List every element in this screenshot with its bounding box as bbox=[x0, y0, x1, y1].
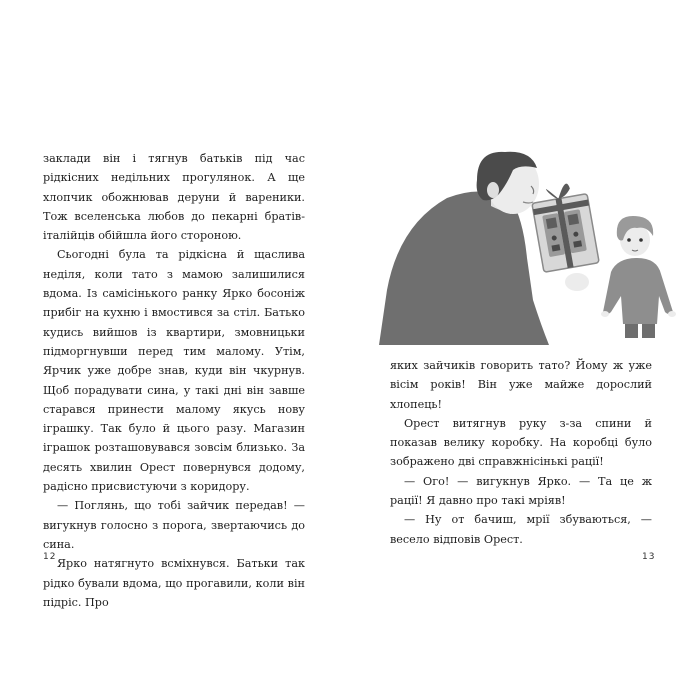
right-page bbox=[350, 0, 700, 700]
page-number: 12 bbox=[43, 552, 57, 562]
paragraph: Орест витягнув руку з-за спини й показав велику коробку. На коробці було зображено дві справжнісінькі рації! bbox=[390, 416, 652, 469]
left-page-text bbox=[43, 149, 305, 612]
paragraph: Сьогодні була та рідкісна й щаслива неділя, коли тато з мамою залишилися вдома. Із самісінького ранку Ярко босоніж прибіг на кухню і вмостився за стіл. Батько кудись вийшов із квартири, змовницьки підморгнувши перед тим малому. Утім, Ярчик уже добре знав, куди він чкурнув. Щоб порадувати сина, у такі дні він завше старався принести малому якусь нову іграшку. Так було й цього разу. Магазин іграшок розташовувався зовсім близько. За десять хвилин Орест повернувся додому, радісно присвистуючи з коридору. bbox=[43, 248, 305, 494]
father-shirt bbox=[379, 191, 549, 345]
paragraph: яких зайчиків говорить тато? Йому ж уже вісім років! Він уже майже дорослий хлопець! bbox=[390, 359, 652, 411]
paragraph: — Ну от бачиш, мрії збуваються, — весело відповів Орест. bbox=[390, 513, 652, 546]
paragraph: — Ого! — вигукнув Ярко. — Та це ж рації! Я давно про такі мріяв! bbox=[390, 474, 652, 508]
walkie-talkie-box bbox=[530, 180, 600, 272]
paragraph: Ярко натягнуто всміхнувся. Батьки так рідко бували вдома, що прогавили, коли він підріс. Про bbox=[43, 557, 305, 609]
father-gives-gift-to-boy-illustration bbox=[365, 140, 683, 345]
page-number: 13 bbox=[642, 552, 656, 562]
right-page-text bbox=[390, 356, 652, 549]
boy-sweater bbox=[603, 258, 673, 324]
paragraph: заклади він і тягнув батьків під час рідкісних недільних прогулянок. А ще хлопчик обожнював деруни й вареники. Тож вселенська любов до пекарні братів-італійців обійшла його стороною. bbox=[43, 152, 305, 243]
paragraph: — Поглянь, що тобі зайчик передав! — вигукнув голосно з порога, звертаючись до сина. bbox=[43, 499, 305, 551]
